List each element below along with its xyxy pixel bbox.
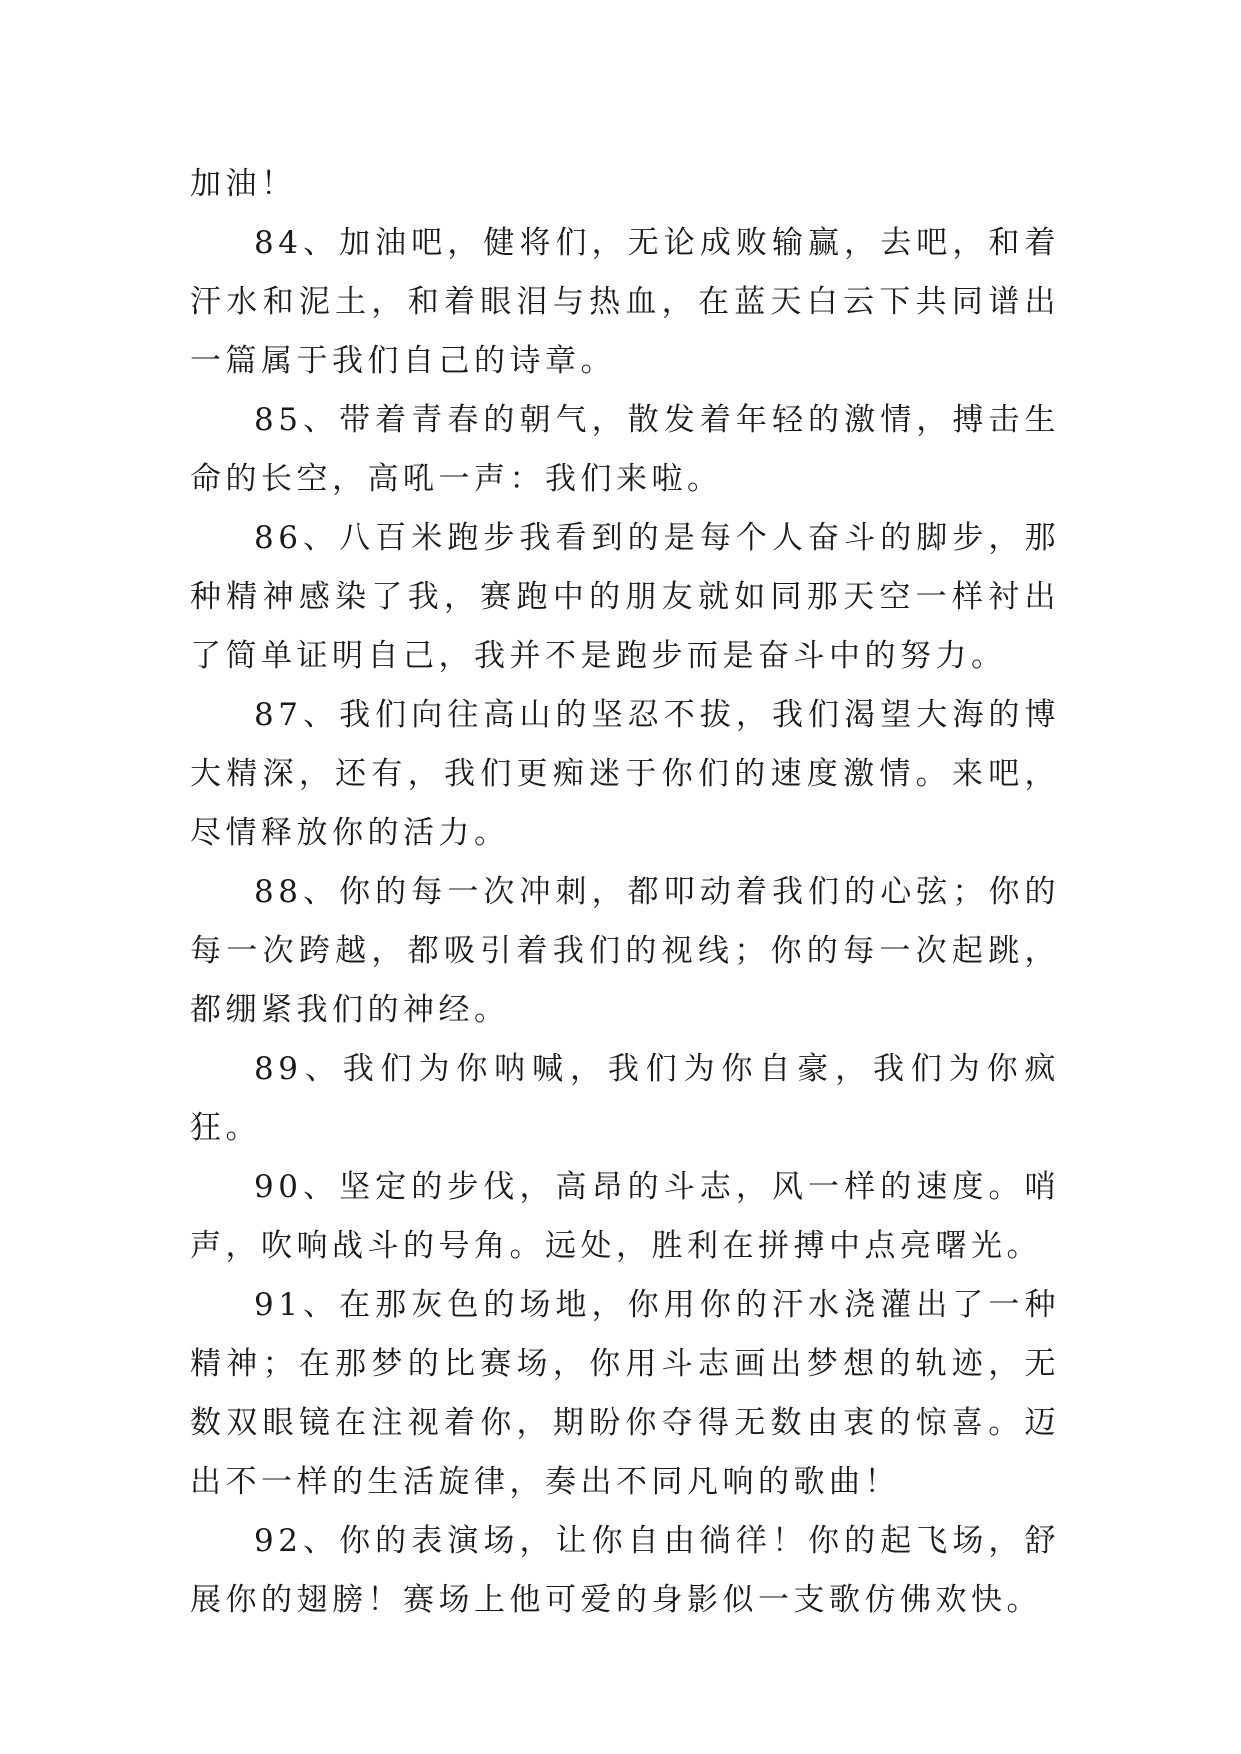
paragraph-92: 92、你的表演场，让你自由徜徉！你的起飞场，舒展你的翅膀！赛场上他可爱的身影似一支歌仿佛欢快。 [190,1523,1060,1618]
paragraph-0: 加油！ [190,166,297,202]
paragraph-85: 85、带着青春的朝气，散发着年轻的激情，搏击生命的长空，高吼一声：我们来啦。 [190,402,1060,497]
paragraph-84: 84、加油吧，健将们，无论成败输赢，去吧，和着汗水和泥土，和着眼泪与热血，在蓝天白云下共同谱出一篇属于我们自己的诗章。 [190,225,1060,379]
paragraph-87: 87、我们向往高山的坚忍不拔，我们渴望大海的博大精深，还有，我们更痴迷于你们的速度激情。来吧，尽情释放你的活力。 [190,697,1060,851]
paragraph-88: 88、你的每一次冲刺，都叩动着我们的心弦；你的每一次跨越，都吸引着我们的视线；你的每一次起跳，都绷紧我们的神经。 [190,874,1060,1028]
document-body [190,155,1060,1630]
paragraph-90: 90、坚定的步伐，高昂的斗志，风一样的速度。哨声，吹响战斗的号角。远处，胜利在拼搏中点亮曙光。 [190,1169,1060,1264]
paragraph-86: 86、八百米跑步我看到的是每个人奋斗的脚步，那种精神感染了我，赛跑中的朋友就如同那天空一样衬出了简单证明自己，我并不是跑步而是奋斗中的努力。 [190,520,1060,674]
paragraph-89: 89、我们为你呐喊，我们为你自豪，我们为你疯狂。 [190,1051,1060,1146]
paragraph-91: 91、在那灰色的场地，你用你的汗水浇灌出了一种精神；在那梦的比赛场，你用斗志画出梦想的轨迹，无数双眼镜在注视着你，期盼你夺得无数由衷的惊喜。迈出不一样的生活旋律，奏出不同凡响的歌曲！ [190,1287,1060,1500]
